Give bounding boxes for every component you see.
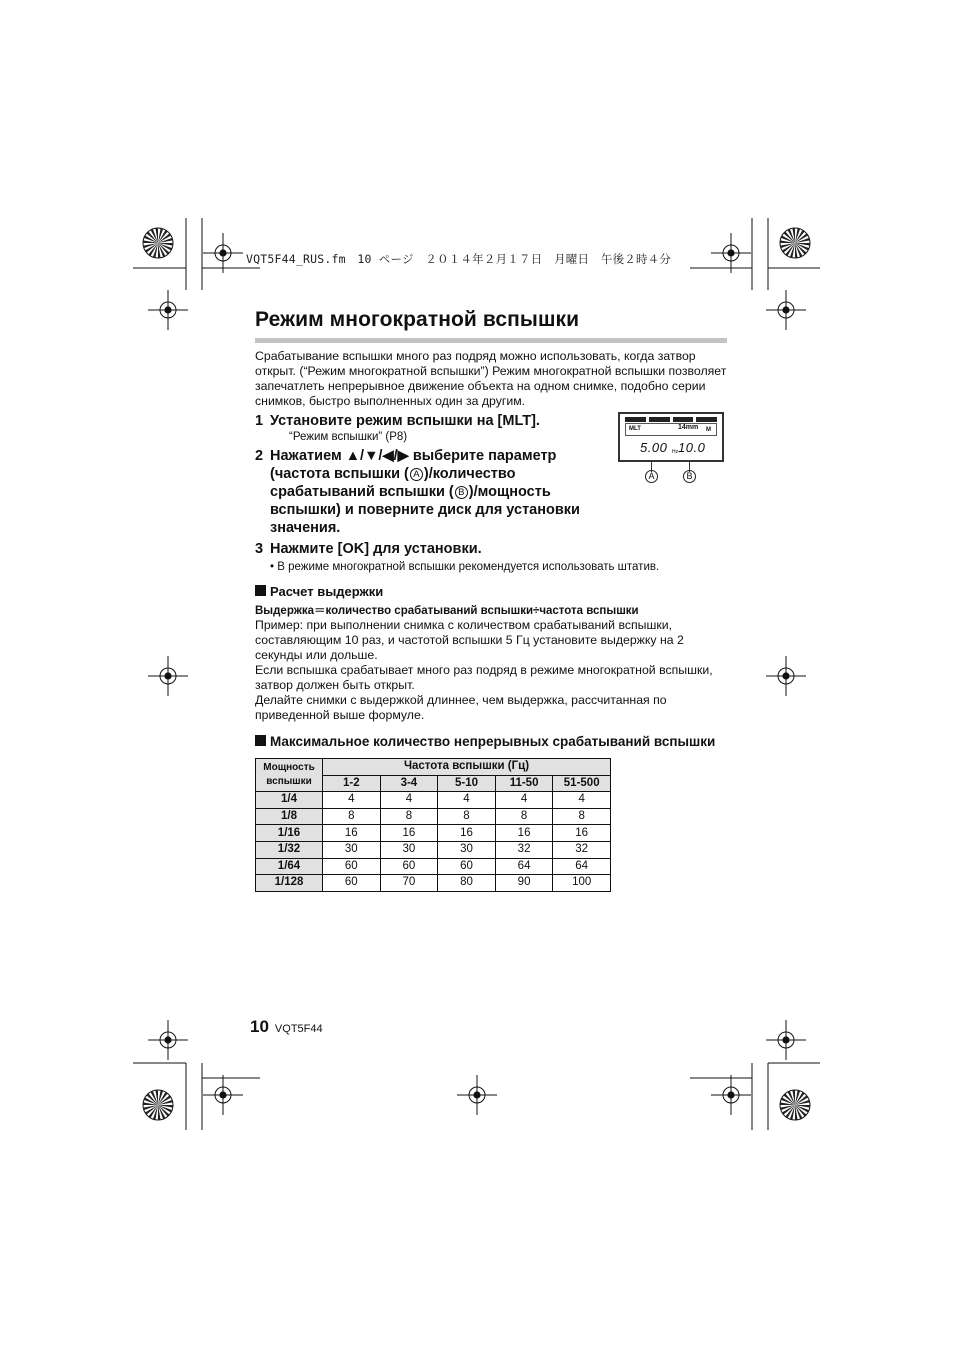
steps-text [255,412,607,537]
step-text-part: Нажатием ▲/▼/◀/▶ выберите параметр (частота вспышки ( [270,448,557,482]
value-cell: 8 [380,808,438,825]
step-text: Нажмите [OK] для установки. [270,541,482,557]
document-code: VQT5F44 [274,1023,323,1035]
lcd-screen [618,412,724,462]
frequency-column-header: 5-10 [438,775,496,792]
step-number: 3 [255,541,264,557]
shutter-section-heading [255,583,727,601]
lcd-frequency: 5.00 [640,440,668,455]
lcd-top-tabs [625,417,717,422]
value-cell: 8 [438,808,496,825]
table-row [256,808,611,825]
value-cell: 90 [495,875,553,892]
value-cell: 100 [553,875,611,892]
lcd-count: 10.0 [678,440,706,455]
value-cell: 64 [553,858,611,875]
shutter-example: Пример: при выполнении снимка с количеством срабатываний вспышки, составляющим 10 раз, и частотой вспышки 5 Гц установите выдержку на 2 секунды или дольше. [255,618,684,662]
value-cell: 70 [380,875,438,892]
power-cell: 1/64 [256,858,323,875]
value-cell: 64 [495,858,553,875]
value-cell: 60 [323,875,381,892]
value-cell: 60 [438,858,496,875]
value-cell: 80 [438,875,496,892]
lcd-status-row [625,423,717,436]
intro-paragraph: Срабатывание вспышки много раз подряд можно использовать, когда затвор открыт. (“Режим многократной вспышки”) Режим многократной вспышки позволяет запечатлеть непрерывное движение объекта на одном снимке, подобно серии снимков, быстро выполненных один за другим. [255,349,727,408]
frequency-column-header: 3-4 [380,775,438,792]
step-1-reference: “Режим вспышки” (P8) [289,431,408,443]
value-cell: 4 [438,792,496,809]
shutter-formula: Выдержка＝количество срабатываний вспышки÷частота вспышки [255,605,639,617]
step-number: 1 [255,413,264,429]
power-cell: 1/128 [256,875,323,892]
page-title: Режим многократной вспышки [255,308,727,343]
page-number: 10 [250,1017,269,1036]
frequency-column-header: 51-500 [553,775,611,792]
shutter-note: Если вспышка срабатывает много раз подряд в режиме многократной вспышки, затвор должен быть открыт. [255,663,713,692]
page-footer [250,1017,323,1037]
step-2 [255,447,607,537]
lcd-illustration [618,412,724,486]
value-cell: 8 [553,808,611,825]
square-bullet-icon [255,585,266,596]
section-heading-text: Максимальное количество непрерывных срабатываний вспышки [270,734,716,749]
value-cell: 4 [553,792,611,809]
value-cell: 16 [438,825,496,842]
value-cell: 4 [380,792,438,809]
page-content [255,308,727,892]
power-cell: 1/4 [256,792,323,809]
shutter-advice: Делайте снимки с выдержкой длиннее, чем выдержка, рассчитанная по приведенной выше формуле. [255,693,667,722]
circled-letter-a: A [410,468,423,481]
value-cell: 60 [323,858,381,875]
value-cell: 30 [323,841,381,858]
file-header: VQT5F44_RUS.fm 10 ページ ２０１４年２月１７日 月曜日 午後２時４分 [246,252,672,266]
table-body [256,792,611,892]
value-cell: 4 [323,792,381,809]
table-row [256,858,611,875]
power-cell: 1/16 [256,825,323,842]
table-row [256,841,611,858]
table-row [256,825,611,842]
value-cell: 16 [380,825,438,842]
max-flash-table [255,758,611,892]
table-row [256,792,611,809]
value-cell: 16 [495,825,553,842]
value-cell: 8 [323,808,381,825]
power-cell: 1/32 [256,841,323,858]
value-cell: 60 [380,858,438,875]
frequency-group-header: Частота вспышки (Гц) [323,759,611,776]
step-3-note: • В режиме многократной вспышки рекомендуется использовать штатив. [270,561,660,573]
value-cell: 8 [495,808,553,825]
section-heading-text: Расчет выдержки [270,584,384,599]
frequency-column-header: 1-2 [323,775,381,792]
step-text-part: )/мощность вспышки) и поверните диск для установки значения. [270,484,580,536]
lcd-mode: MLT [629,426,641,432]
max-flash-heading [255,733,727,751]
value-cell: 30 [438,841,496,858]
step-number: 2 [255,448,264,464]
step-1 [255,412,607,430]
lcd-m-indicator: M [706,427,711,433]
step-3 [255,540,727,558]
step-text: Установите режим вспышки на [MLT]. [270,413,540,429]
value-cell: 4 [495,792,553,809]
lcd-zoom: 14mm [678,424,699,431]
value-cell: 32 [495,841,553,858]
lcd-label-b: B [683,470,696,483]
value-cell: 32 [553,841,611,858]
value-cell: 16 [553,825,611,842]
power-cell: 1/8 [256,808,323,825]
value-cell: 16 [323,825,381,842]
value-cell: 30 [380,841,438,858]
power-column-header: Мощность вспышки [256,759,323,792]
lcd-label-a: A [645,470,658,483]
circled-letter-b: B [455,486,468,499]
steps [255,412,727,574]
step-text-part: )/количество срабатываний вспышки ( [270,466,516,500]
table-row [256,875,611,892]
frequency-column-header: 11-50 [495,775,553,792]
square-bullet-icon [255,735,266,746]
lcd-frequency-unit: Hz [672,449,679,455]
step-text [270,447,607,537]
